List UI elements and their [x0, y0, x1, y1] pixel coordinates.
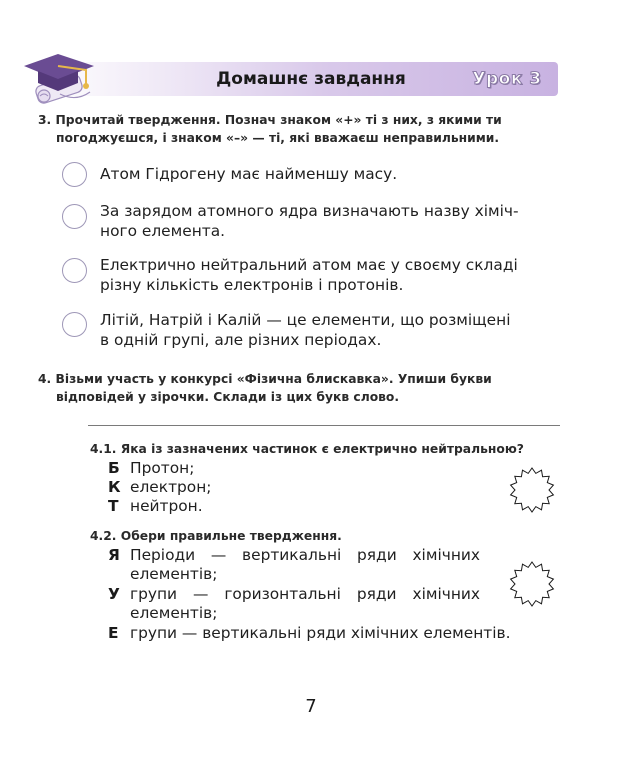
- page-title: Домашнє завдання: [216, 69, 406, 89]
- option-text: нейтрон.: [130, 497, 203, 515]
- task4-instruction-line1: 4. Візьми участь у конкурсі «Фізична блискавка». Упиши букви: [38, 372, 492, 386]
- option-letter: Е: [108, 624, 119, 642]
- answer-circle-1[interactable]: [62, 162, 87, 187]
- statement-4-line1: Літій, Натрій і Калій — це елементи, що розміщені: [100, 311, 511, 329]
- option-text-line1: Періоди — вертикальні ряди хімічних: [130, 546, 480, 564]
- star-answer-box-1[interactable]: [508, 466, 556, 514]
- task4-instruction-line2: відповідей у зірочки. Склади із цих букв слово.: [56, 390, 400, 404]
- statement-1-line1: Атом Гідрогену має найменшу масу.: [100, 165, 398, 183]
- question-4-2-title: 4.2. Обери правильне твердження.: [90, 529, 342, 543]
- answer-line[interactable]: [88, 425, 560, 426]
- question-4-1-title: 4.1. Яка із зазначених частинок є електрично нейтральною?: [90, 442, 524, 456]
- statement-4-line2: в одній групі, але різних періодах.: [100, 331, 382, 349]
- option-text-line2: елементів;: [130, 565, 218, 583]
- page-number: 7: [305, 696, 317, 717]
- option-letter: У: [108, 585, 120, 603]
- statement-2-line1: За зарядом атомного ядра визначають назву хіміч-: [100, 202, 519, 220]
- answer-circle-2[interactable]: [62, 204, 87, 229]
- option-letter: Т: [108, 497, 119, 515]
- answer-circle-3[interactable]: [62, 258, 87, 283]
- option-letter: Б: [108, 459, 120, 477]
- option-text-line1: групи — горизонтальні ряди хімічних: [130, 585, 480, 603]
- lesson-badge: Урок 3: [472, 69, 542, 89]
- statement-3-line2: різну кількість електронів і протонів.: [100, 276, 404, 294]
- option-letter: Я: [108, 546, 120, 564]
- answer-circle-4[interactable]: [62, 312, 87, 337]
- option-text-line1: групи — вертикальні ряди хімічних елементів.: [130, 624, 511, 642]
- statement-2-line2: ного елемента.: [100, 222, 226, 240]
- option-text-line2: елементів;: [130, 604, 218, 622]
- option-text: електрон;: [130, 478, 212, 496]
- task3-instruction-line1: 3. Прочитай твердження. Познач знаком «+» ті з них, з якими ти: [38, 113, 502, 127]
- option-letter: К: [108, 478, 121, 496]
- option-text: Протон;: [130, 459, 195, 477]
- statement-3-line1: Електрично нейтральний атом має у своєму складі: [100, 256, 518, 274]
- task3-instruction-line2: погоджуєшся, і знаком «–» — ті, які вважаєш неправильними.: [56, 131, 500, 145]
- star-answer-box-2[interactable]: [508, 560, 556, 608]
